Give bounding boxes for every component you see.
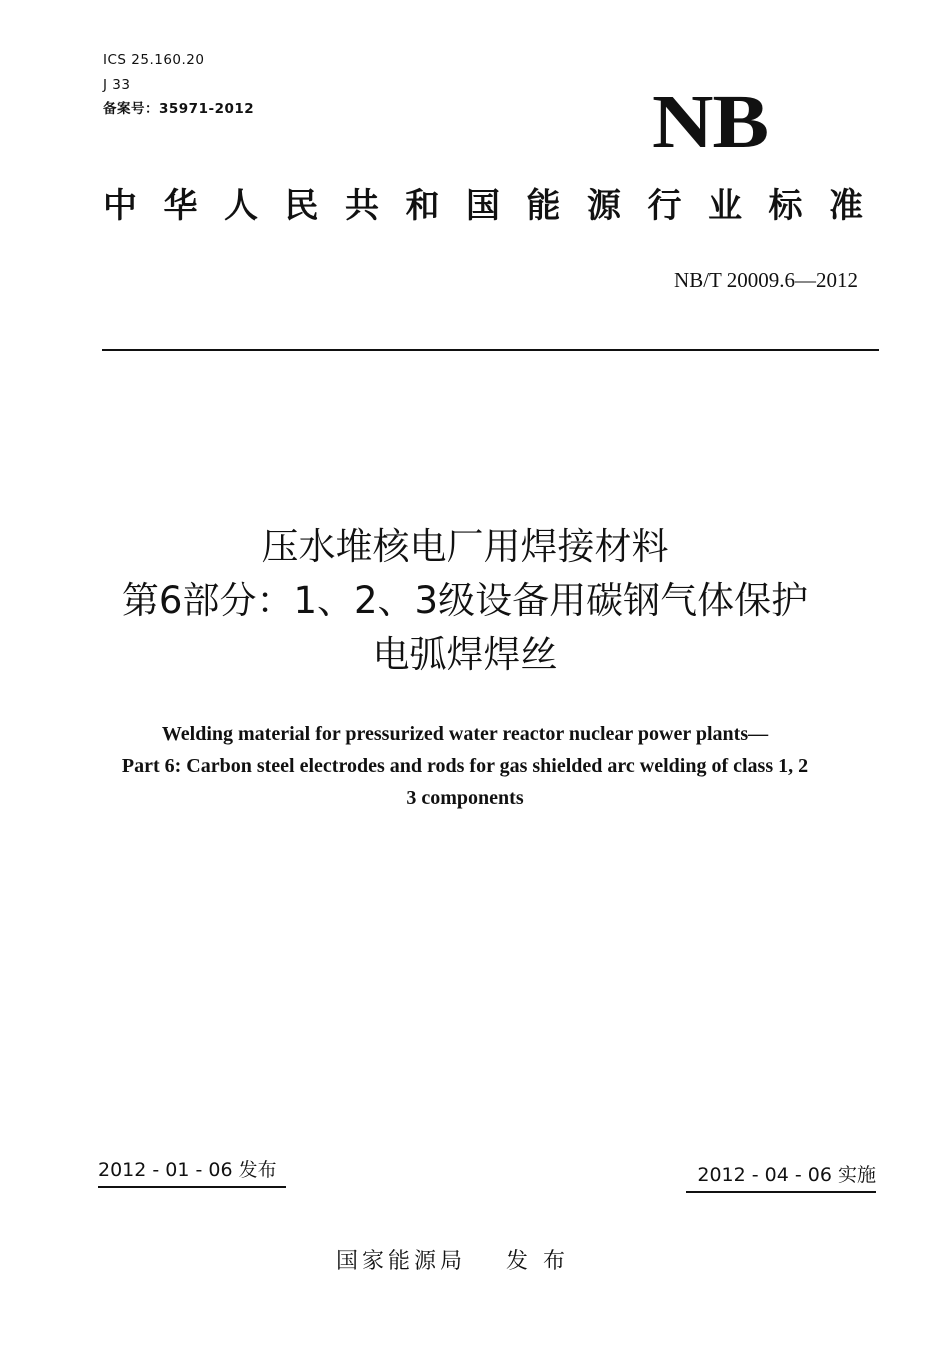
title-cn-line-2: 第6部分：1、2、3级设备用碳钢气体保护 <box>121 579 809 622</box>
ics-code: ICS 25.160.20 <box>103 52 205 68</box>
standard-category-char: 准 <box>829 186 863 226</box>
standard-category-char: 国 <box>466 186 500 226</box>
standard-category-char: 标 <box>768 186 803 226</box>
title-en-line-1: Welding material for pressurized water reactor nuclear power plants— <box>161 723 769 745</box>
issuer-action: 发 布 <box>506 1249 570 1274</box>
standard-category-char: 源 <box>587 186 621 226</box>
standard-category <box>103 186 863 226</box>
standard-category-char: 业 <box>708 186 742 226</box>
classification-block <box>103 48 254 122</box>
title-en-line-2: Part 6: Carbon steel electrodes and rods for gas shielded arc welding of class 1, 2 <box>121 755 809 777</box>
issuer-name: 国家能源局 <box>336 1249 467 1274</box>
issuer-line <box>336 1244 569 1275</box>
standard-category-char: 中 <box>103 186 137 226</box>
standard-category-char: 和 <box>405 186 440 226</box>
standard-category-char: 华 <box>163 186 198 226</box>
issue-date: 2012 - 01 - 06 发布 <box>98 1155 286 1188</box>
standard-number: NB/T 20009.6—2012 <box>674 268 858 292</box>
standard-category-char: 人 <box>224 186 258 226</box>
title-cn-line-1: 压水堆核电厂用焊接材料 <box>261 525 669 568</box>
ccs-code: J 33 <box>103 76 131 93</box>
title-cn-line-3: 电弧焊焊丝 <box>372 633 558 676</box>
title-english <box>60 718 870 814</box>
standard-category-char: 民 <box>284 186 319 226</box>
title-en-line-3: 3 components <box>406 787 524 809</box>
nb-logo: NB <box>652 80 769 164</box>
record-number: 备案号：35971-2012 <box>103 101 255 117</box>
standard-category-char: 行 <box>647 186 682 226</box>
standard-category-char: 共 <box>345 186 379 226</box>
standard-category-char: 能 <box>526 186 561 226</box>
implementation-date: 2012 - 04 - 06 实施 <box>686 1160 876 1193</box>
header-divider <box>102 349 879 351</box>
title-chinese <box>60 520 870 682</box>
